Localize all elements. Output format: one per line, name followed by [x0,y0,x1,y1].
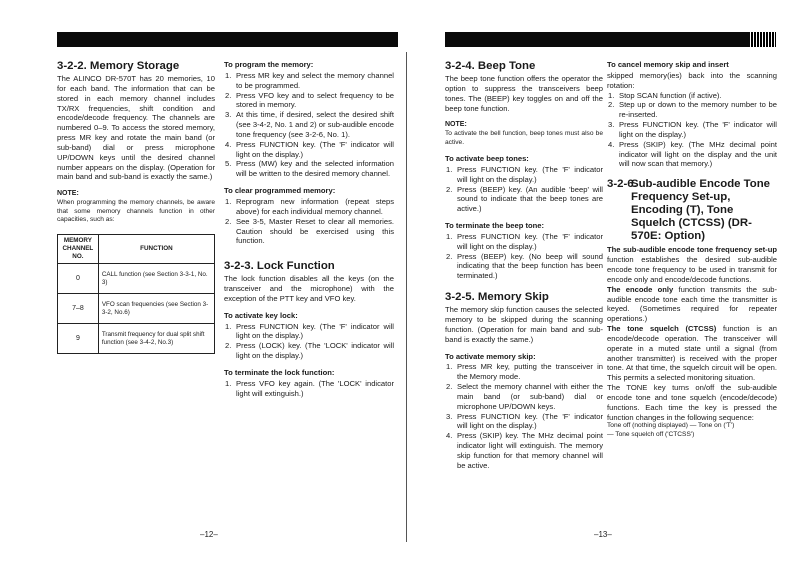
terminate-lock-steps [224,379,394,399]
list-item: 4. Press (SKIP) key. The MHz decimal point indicator light will extinguish. The memory skip function for that memory channel will be active. [446,431,603,470]
section-heading-ctcss [607,178,777,243]
list-item: 1. Press VFO key again. (The 'LOCK' indicator light will extinguish.) [225,378,394,398]
table-row [58,264,215,294]
list-item: 1. Press FUNCTION key. (The 'F' indicator will light on the display.) [446,164,603,184]
activate-skip-steps [445,362,603,470]
clear-memory-title: To clear programmed memory: [224,186,336,196]
memory-skip-body: The memory skip function causes the selected memory to be skipped during the scanning function. (Operation for main band and sub-band is exactly the same.) [445,305,603,344]
cancel-skip-steps [607,91,777,170]
list-item: 2. Press (LOCK) key. (The 'LOCK' indicator will light on the display.) [225,341,394,361]
tone-sequence-2: — Tone squelch off ('CTCSS') [607,430,695,438]
list-item: 1. Press FUNCTION key. (The 'F' indicator will light on the display.) [446,231,603,251]
clear-steps [224,197,394,246]
table-cell-function: VFO scan frequencies (see Section 3-3-2, No.6) [98,294,214,324]
note-title: NOTE: [57,190,79,198]
memory-storage-body: The ALINCO DR-570T has 20 memories, 10 for each band. The information that can be stored in each memory channel includes TX/RX frequencies, shift condition and encode/decode frequency. The channels are numbered 0–9. To access the stored memory, press MR key and rotate the main band (or sub-band) dial or press microphone UP/DOWN keys until the desired channel number appears on the display. (Operation for main band and sub-band is exactly the same.) [57,74,215,182]
terminate-lock-title: To terminate the lock function: [224,367,335,377]
terminate-beep-title: To terminate the beep tone: [445,221,545,231]
table-header-channel: MEMORY CHANNEL NO. [58,235,99,264]
table-cell-channel: 0 [58,264,99,294]
list-item: 1. Press MR key, putting the transceiver in the Memory mode. [446,362,603,382]
activate-lock-steps [224,322,394,361]
table-row [58,324,215,354]
table-cell-function: Transmit frequency for dual split shift function (see 3-4-2, No.3) [98,324,214,354]
activate-beep-steps [445,165,603,214]
program-steps [224,71,394,179]
section-number: 3-2-6. [607,178,637,191]
list-item: 2. Step up or down to the memory number to be re-inserted. [608,100,777,120]
section-heading-memory-storage: 3-2-2. Memory Storage [57,60,180,72]
memory-channel-table [57,234,215,354]
note-title: NOTE: [445,121,467,129]
list-item: 1. Stop SCAN function (if active). [608,90,722,100]
table-cell-function: CALL function (see Section 3-3-1, No. 3) [98,264,214,294]
activate-skip-title: To activate memory skip: [445,351,536,361]
ctcss-paragraph-1: The sub-audible encode tone frequency set-up function establishes the desired sub-audible encode tone frequency to be used in transmit for encode only and encode/decode functions. [607,245,777,284]
note-body: To activate the bell function, beep tones must also be active. [445,130,603,146]
list-item: 1. Reprogram new information (repeat steps above) for each individual memory channel. [225,196,394,216]
list-item: 3. Press FUNCTION key. (The 'F' indicator will light on the display.) [446,411,603,431]
table-cell-channel: 7–8 [58,294,99,324]
list-item: 2. Press VFO key and to select frequency to be stored in memory. [225,90,394,110]
page-number: –12– [200,530,218,539]
section-title: Sub-audible Encode Tone Frequency Set-up, Encoding (T), Tone Squelch (CTCSS) (DR-570E: Option) [631,178,771,243]
right-column-2 [607,60,777,439]
table-header-function: FUNCTION [98,235,214,264]
section-heading-memory-skip: 3-2-5. Memory Skip [445,291,549,304]
barcode-stripes [750,32,776,47]
cancel-skip-intro: skipped memory(ies) back into the scanning rotation: [607,70,777,90]
list-item: 2. Press (BEEP) key. (No beep will sound indicating that the beep function has been terminated.) [446,251,603,281]
header-bar [57,32,398,47]
beep-tone-body: The beep tone function offers the operator the option to suppress the transceivers beep tones. The (BEEP) key toggles on and off the beep tone function. [445,74,603,113]
left-column-1 [57,60,215,354]
program-memory-title: To program the memory: [224,60,314,69]
list-item: 2. Press (BEEP) key. (An audible 'beep' will sound to indicate that the beep tones are active.) [446,184,603,214]
right-column-1 [445,60,603,471]
left-column-2 [224,60,394,398]
terminate-beep-steps [445,232,603,281]
lock-function-body: The lock function disables all the keys (on the transceiver and the microphone) with the exception of the PTT key and VFO key. [224,274,394,303]
list-item: 2. Select the memory channel with either the main band (or sub-band) dial or microphone UP/DOWN keys. [446,382,603,411]
ctcss-paragraph-3: The tone squelch (CTCSS) function is an encode/decode operation. The transceiver will operate in a muted state until a signal (from another transmitter) is received with the proper tone. At that time, the squelch circuit will be open. This permits a selected monitoring situation. [607,324,777,383]
list-item: 1. Press FUNCTION key. (The 'F' indicator will light on the display.) [225,321,394,341]
ctcss-paragraph-2: The encode only function transmits the sub-audible encode tone each time the transmitter is keyed. (Sometimes required for repeater operations.) [607,284,777,324]
section-heading-lock-function: 3-2-3. Lock Function [224,260,335,273]
section-heading-beep-tone: 3-2-4. Beep Tone [445,60,536,72]
tone-sequence-1: Tone off (nothing displayed) — Tone on ('T') [607,422,735,430]
right-page [397,0,793,561]
list-item: 4. Press FUNCTION key. (The 'F' indicator will light on the display.) [225,139,394,159]
ctcss-paragraph-4: The TONE key turns on/off the sub-audible encode tone and tone squelch (encode/decode) functions. Each time the key is pressed the function changes in the following sequence: [607,383,777,422]
list-item: 3. Press FUNCTION key. (The 'F' indicator will light on the display.) [608,120,777,139]
page-number: –13– [594,530,612,539]
table-row [58,294,215,324]
activate-beep-title: To activate beep tones: [445,154,529,164]
header-bar [445,32,776,47]
list-item: 5. Press (MW) key and the selected information will be written to the desired memory channel. [225,159,394,179]
table-cell-channel: 9 [58,324,99,354]
note-body: When programming the memory channels, be aware that some memory channels function in other capacities, such as: [57,199,215,223]
left-page [0,0,396,561]
list-item: 3. At this time, if desired, select the desired shift (see 3-4-2, No. 1 and 2) or sub-audible encode tone frequency (see 3-2-6, No. 1). [225,110,394,139]
list-item: 2. See 3-5, Master Reset to clear all memories. Caution should be exercised using this function. [225,216,394,246]
activate-lock-title: To activate key lock: [224,310,298,320]
list-item: 4. Press (SKIP) key. (The MHz decimal point indicator will light on the display and the unit will now scan that memory.) [608,139,777,169]
list-item: 1. Press MR key and select the memory channel to be programmed. [225,70,394,90]
cancel-skip-title: To cancel memory skip and insert [607,60,729,69]
